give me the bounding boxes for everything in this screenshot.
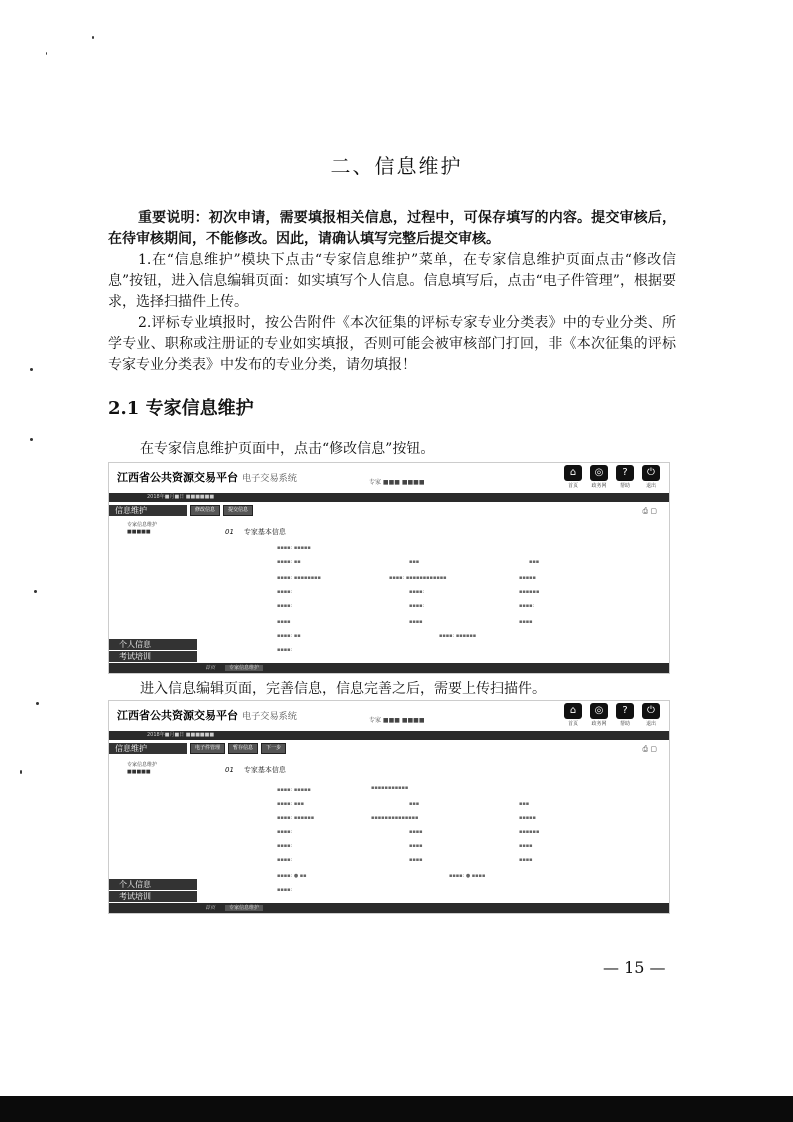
section-heading: 01 专家基本信息 (225, 528, 286, 536)
section-heading: 01 专家基本信息 (225, 766, 286, 774)
menu-title[interactable]: 信息维护 (109, 743, 187, 754)
form-field[interactable]: ▪▪▪▪ (409, 843, 423, 849)
modify-info-button[interactable]: 修改信息 (190, 505, 220, 516)
nav-row (109, 743, 286, 754)
expert-info-tab[interactable]: 专家信息维护 (225, 665, 263, 671)
screenshot-expert-info-view (108, 462, 670, 674)
form-field: ▪▪▪▪: ▪▪ (277, 559, 301, 565)
personal-info-button[interactable]: 个人信息 (109, 879, 197, 890)
sidebar-item-expert-info[interactable]: 专家信息维护 (127, 762, 158, 768)
form-field[interactable]: ▪▪▪▪ (519, 857, 533, 863)
form-field[interactable]: ▪▪▪▪▪ (519, 815, 536, 821)
home-icon[interactable]: ⌂ 首页 (563, 465, 583, 489)
page-number: — 15 — (603, 958, 666, 977)
scan-speck (30, 368, 33, 371)
user-info: 专家 ■■■ ■■■■ (369, 717, 425, 724)
form-field[interactable]: ▪▪▪▪: (277, 829, 293, 835)
top-icons (563, 465, 661, 489)
form-field: ▪▪▪▪: ▪▪▪▪▪▪▪▪▪▪▪▪ (389, 575, 447, 581)
nav-row (109, 505, 253, 516)
form-field[interactable]: ▪▪▪▪: (277, 887, 293, 893)
form-field: ▪▪▪▪: ▪▪▪▪▪▪▪▪ (277, 575, 321, 581)
home-icon[interactable]: ⌂ 首页 (563, 703, 583, 727)
status-bar: 2018年■月■日 ■■■■■■ (109, 493, 669, 502)
scan-speck (36, 702, 39, 705)
form-field: ▪▪▪▪: (277, 603, 293, 609)
power-icon[interactable]: ⏻ 退出 (641, 465, 661, 489)
form-field[interactable]: ▪▪▪▪: ▪▪▪ (277, 801, 304, 807)
form-field[interactable]: ▪▪▪▪: ▪▪▪▪▪▪ (277, 815, 315, 821)
form-field: ▪▪▪ (409, 559, 420, 565)
form-field: ▪▪▪▪▪ (519, 575, 536, 581)
form-field: ▪▪▪▪: ▪▪▪▪▪▪ (439, 633, 477, 639)
form-field[interactable]: ▪▪▪▪: ▪▪▪▪▪ (277, 787, 311, 793)
top-icons (563, 703, 661, 727)
form-field: ▪▪▪ (529, 559, 540, 565)
expert-info-tab[interactable]: 专家信息维护 (225, 905, 263, 911)
personal-info-button[interactable]: 个人信息 (109, 639, 197, 650)
platform-brand: 江西省公共资源交易平台 电子交易系统 (117, 471, 297, 484)
screenshot-expert-info-edit (108, 700, 670, 914)
form-field[interactable]: ▪▪▪▪: (277, 857, 293, 863)
form-field: ▪▪▪▪ (277, 619, 291, 625)
sidebar-item-other[interactable]: ■■■■■ (127, 769, 151, 775)
form-field[interactable]: ▪▪▪▪: ● ▪▪ (277, 873, 307, 879)
bottom-tab-bar (109, 903, 669, 913)
form-field: ▪▪▪▪: ▪▪▪▪▪ (277, 545, 311, 551)
important-note: 重要说明：初次申请，需要填报相关信息，过程中，可保存填写的内容。提交审核后，在待审核期间，不能修改。因此，请确认填写完整后提交审核。 (108, 210, 676, 247)
scan-speck (46, 52, 47, 55)
next-step-button[interactable]: 下一步 (261, 743, 286, 754)
step-2-text: 2.评标专业填报时，按公告附件《本次征集的评标专家专业分类表》中的专业分类、所学专业、职称或注册证的专业如实填报，否则可能会被审核部门打回，非《本次征集的评标专家专业分类表》中发布的专业分类，请勿填报！ (108, 315, 676, 373)
form-field[interactable]: ▪▪▪▪▪▪ (519, 829, 540, 835)
scan-speck (92, 36, 94, 39)
form-field[interactable]: ▪▪▪▪ (409, 857, 423, 863)
form-field: ▪▪▪▪▪▪ (519, 589, 540, 595)
form-field: ▪▪▪▪: (409, 603, 425, 609)
scan-speck (20, 770, 22, 774)
sidebar-item-expert-info[interactable]: 专家信息维护 (127, 522, 158, 528)
form-field[interactable]: ▪▪▪ (519, 801, 530, 807)
print-icon[interactable]: ⎙ ▢ (642, 745, 657, 753)
form-field[interactable]: ▪▪▪▪ (409, 829, 423, 835)
scan-border-bar (0, 1096, 793, 1122)
form-field: ▪▪▪▪: ▪▪ (277, 633, 301, 639)
sidebar-item-other[interactable]: ■■■■■ (127, 529, 151, 535)
home-tab[interactable]: 首页 (205, 665, 216, 671)
subsection-title: 2.1 专家信息维护 (108, 398, 254, 419)
form-field: ▪▪▪▪: (409, 589, 425, 595)
menu-title[interactable]: 信息维护 (109, 505, 187, 516)
submit-info-button[interactable]: 提交信息 (223, 505, 253, 516)
form-field: ▪▪▪▪: (519, 603, 535, 609)
bottom-tab-bar (109, 663, 669, 673)
form-field: ▪▪▪▪ (519, 619, 533, 625)
globe-icon[interactable]: ◎ 政务网 (591, 467, 607, 489)
section-title: 二、信息维护 (330, 154, 463, 178)
form-field[interactable]: ▪▪▪▪ (519, 843, 533, 849)
platform-brand: 江西省公共资源交易平台 电子交易系统 (117, 709, 297, 722)
form-field: ▪▪▪▪: (277, 647, 293, 653)
form-field[interactable]: ▪▪▪▪: ● ▪▪▪▪ (449, 873, 486, 879)
exam-training-button[interactable]: 考试培训 (109, 891, 197, 902)
form-field: ▪▪▪▪: (277, 589, 293, 595)
user-info: 专家 ■■■ ■■■■ (369, 479, 425, 486)
status-bar: 2018年■月■日 ■■■■■■ (109, 731, 669, 740)
step-1-text: 1.在“信息维护”模块下点击“专家信息维护”菜单，在专家信息维护页面点击“修改信息”按钮，进入信息编辑页面：如实填写个人信息。信息填写后，点击“电子件管理”，根据要求，选择扫描件上传。 (108, 252, 676, 310)
file-manage-button[interactable]: 电子件管理 (190, 743, 225, 754)
power-icon[interactable]: ⏻ 退出 (641, 703, 661, 727)
help-icon[interactable]: ? 帮助 (615, 465, 635, 489)
home-tab[interactable]: 首页 (205, 905, 216, 911)
scan-speck (34, 590, 37, 593)
scan-speck (30, 438, 33, 441)
form-field: ▪▪▪▪ (409, 619, 423, 625)
exam-training-button[interactable]: 考试培训 (109, 651, 197, 662)
save-draft-button[interactable]: 暂存信息 (228, 743, 258, 754)
globe-icon[interactable]: ◎ 政务网 (591, 705, 607, 727)
form-field[interactable]: ▪▪▪▪▪▪▪▪▪▪▪ (371, 785, 409, 791)
caption-2: 进入信息编辑页面，完善信息，信息完善之后，需要上传扫描件。 (140, 681, 546, 697)
caption-1: 在专家信息维护页面中，点击“修改信息”按钮。 (140, 441, 435, 457)
print-icon[interactable]: ⎙ ▢ (642, 507, 657, 515)
form-field[interactable]: ▪▪▪▪▪▪▪▪▪▪▪▪▪▪ (371, 815, 419, 821)
form-field[interactable]: ▪▪▪▪: (277, 843, 293, 849)
help-icon[interactable]: ? 帮助 (615, 703, 635, 727)
form-field[interactable]: ▪▪▪ (409, 801, 420, 807)
